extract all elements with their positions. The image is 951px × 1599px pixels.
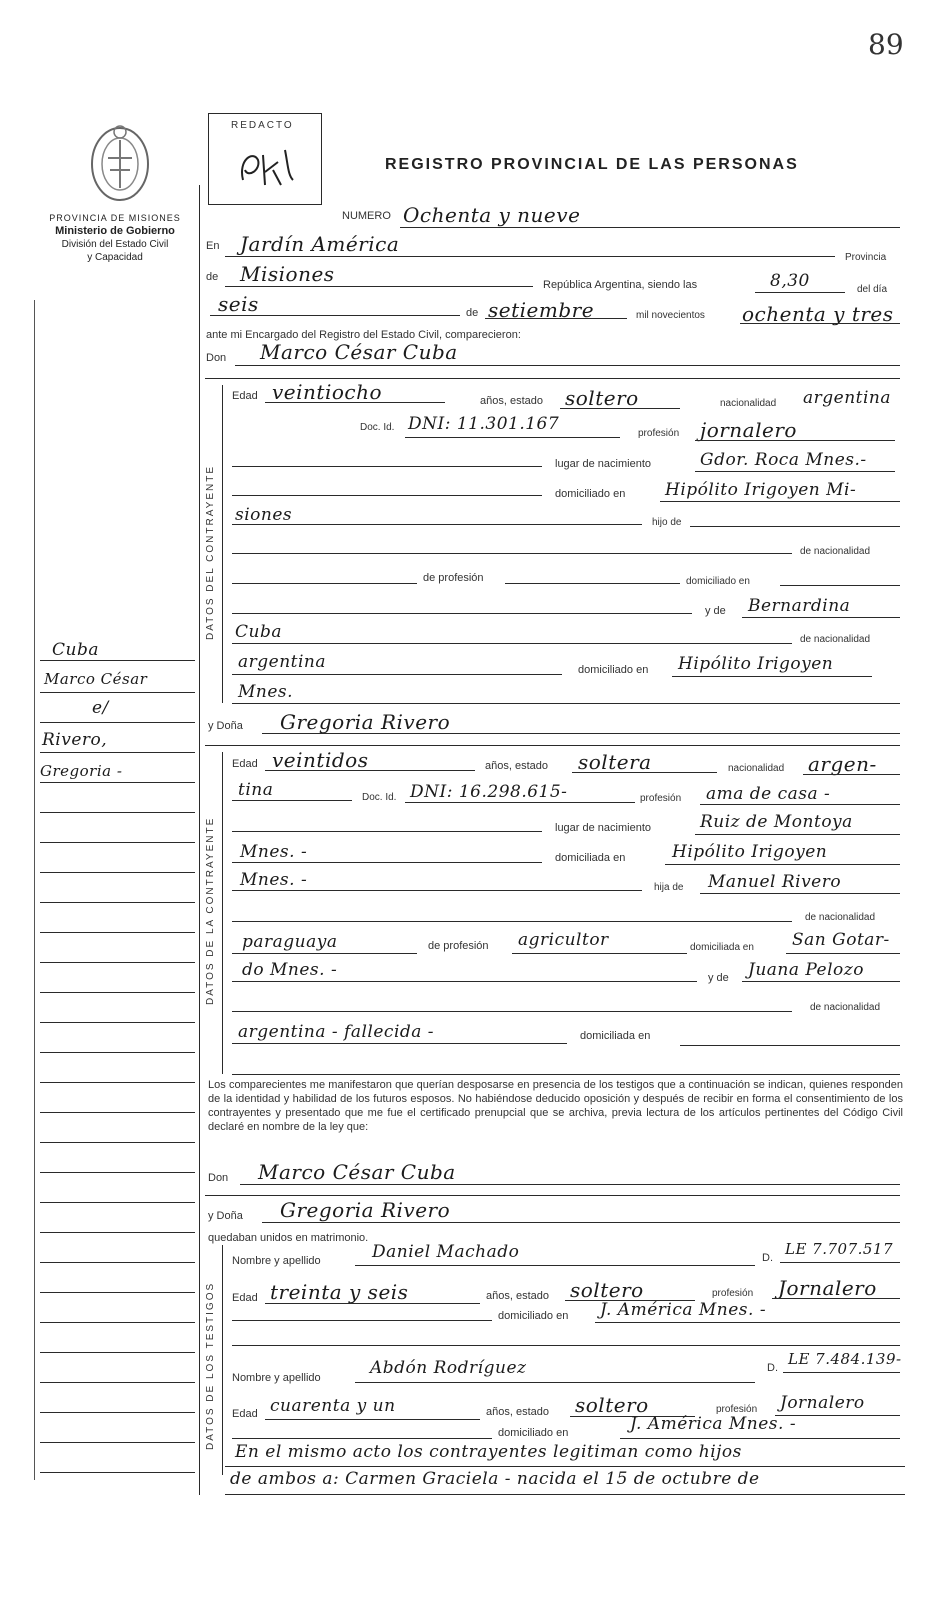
note-rule-2 [225, 1494, 905, 1495]
f-lugar2-rule [232, 862, 542, 863]
numero-label: NUMERO [342, 210, 391, 222]
provincial-emblem-icon [80, 118, 160, 206]
de-value: Misiones [240, 262, 335, 286]
del-dia-label: del día [857, 284, 888, 295]
t1-nombre-value: Daniel Machado [372, 1242, 520, 1262]
margin-rule [40, 932, 195, 933]
f-madre-value: Juana Pelozo [748, 960, 864, 980]
t2-dom-label: domiciliado en [498, 1427, 569, 1439]
t1-d-label: D. [762, 1252, 773, 1264]
c-madre-dom-value2: Mnes. [238, 682, 294, 702]
margin-rule [40, 992, 195, 993]
c-nac-label: nacionalidad [720, 398, 777, 409]
c-doc-rule [405, 437, 620, 438]
c-edad-label: Edad [232, 390, 258, 402]
margin-rule [40, 1172, 195, 1173]
de-label: de [206, 271, 219, 283]
declaration-text: Los comparecientes me manifestaron que querían desposarse en presencia de los testigos que a continuación se indican, quienes responden de la identidad y habilidad de los futuros esposos. No habiéndose deducido oposición y después de recibir en forma el consentimiento de los contrayentes y presentado que me fue el certificado prenupcial que se archiva, previa lectura de los artículos pertinentes del Código Civil declaré en nombre de la ley que: [208, 1079, 903, 1133]
c-dom-label: domiciliado en [555, 488, 626, 500]
t2-edad-value: cuarenta y un [270, 1396, 396, 1416]
page-title: REGISTRO PROVINCIAL DE LAS PERSONAS [385, 156, 799, 173]
t2-d-rule [783, 1372, 900, 1373]
t1-prof-value: Jornalero [778, 1276, 877, 1300]
t1-nombre-label: Nombre y apellido [232, 1255, 321, 1267]
f-madre-nac-value: argentina - fallecida - [238, 1022, 435, 1042]
c-madre-dom2-rule [232, 703, 900, 704]
f-nac-value: argen- [808, 752, 877, 776]
f-prof-value: ama de casa - [706, 784, 831, 804]
c-dom3-label: domiciliado en [578, 664, 649, 676]
c-dom-rule-left [232, 495, 542, 496]
t2-nombre-label: Nombre y apellido [232, 1372, 321, 1384]
margin-rule [40, 1112, 195, 1113]
numero-value: Ochenta y nueve [403, 203, 581, 227]
c-padre-rule [232, 553, 792, 554]
f-doc-rule [405, 802, 635, 803]
margin-border [199, 185, 200, 1495]
decl-don-value: Marco César Cuba [258, 1160, 456, 1184]
f-edad-label: Edad [232, 758, 258, 770]
contrayente-bracket [222, 385, 223, 703]
f-prof-rule [700, 804, 900, 805]
c-edad-rule [265, 402, 445, 403]
t1-edad-rule [265, 1303, 480, 1304]
margin-left-border [34, 300, 35, 1480]
f-lugar-rule [695, 834, 900, 835]
f-madre2-rule [232, 1011, 792, 1012]
testigos-section-label: DATOS DE LOS TESTIGOS [205, 1281, 216, 1450]
contrayente-section-label: DATOS DEL CONTRAYENTE [205, 465, 216, 640]
f-nac-value2: tina [238, 780, 274, 800]
don-label: Don [206, 352, 227, 364]
provincia-label: Provincia [845, 252, 887, 263]
t1-prof-label: profesión [712, 1288, 754, 1299]
c-madre-nac-rule [232, 674, 562, 675]
ministry-division: División del Estado Civil [61, 239, 169, 250]
don-rule [235, 365, 900, 366]
f-padre-rule [700, 893, 900, 894]
anio-rule [740, 323, 900, 324]
ministry-block [30, 212, 200, 264]
margin-rule [40, 1082, 195, 1083]
margin-note-given: Marco César [44, 670, 148, 688]
contrayenta-section-label: DATOS DE LA CONTRAYENTE [205, 816, 216, 1005]
redacto-stamp [208, 113, 322, 205]
f-dom-value2: Mnes. - [240, 870, 308, 890]
margin-rule [40, 842, 195, 843]
c-hijo-rule [690, 526, 900, 527]
republica-label: República Argentina, siendo las [543, 279, 698, 291]
c-estado-rule [560, 408, 680, 409]
t2-dom-rule [620, 1438, 900, 1439]
quedaban-label: quedaban unidos en matrimonio. [208, 1232, 369, 1244]
f-nac-label: nacionalidad [728, 763, 785, 774]
en-value: Jardín América [240, 232, 400, 256]
margin-note-given2: Gregoria - [40, 762, 123, 780]
anio-value: ochenta y tres [742, 302, 894, 326]
margin-rule [40, 1382, 195, 1383]
decl-don-label: Don [208, 1172, 229, 1184]
c-madre-value2: Cuba [235, 622, 282, 642]
margin-rule [40, 1262, 195, 1263]
f-de-nac-label: de nacionalidad [805, 912, 876, 923]
f-lugar-value2: Mnes. - [240, 842, 308, 862]
hora-rule [755, 292, 845, 293]
margin-rule [40, 1232, 195, 1233]
f-estado-rule [572, 772, 717, 773]
t2-anios-label: años, estado [486, 1406, 549, 1418]
margin-rule [40, 1412, 195, 1413]
c-dom2-label: domiciliado en [686, 576, 750, 587]
f-dom-rule [665, 864, 900, 865]
c-dom-rule [660, 501, 900, 502]
decl-don-rule-2 [205, 1195, 900, 1196]
margin-rule [40, 1472, 195, 1473]
c-de-nac-label: de nacionalidad [800, 546, 871, 557]
c-madre-value: Bernardina [748, 596, 851, 616]
c-madre2-rule [232, 643, 792, 644]
y-dona-label: y Doña [208, 720, 243, 732]
f-nac2-rule [232, 800, 352, 801]
margin-rule [40, 1442, 195, 1443]
stamp-label: REDACTO [231, 120, 294, 131]
de-rule [225, 286, 533, 287]
f-de-prof-label: de profesión [428, 940, 489, 952]
margin-rule [40, 1292, 195, 1293]
t1-anios-label: años, estado [486, 1290, 549, 1302]
c-padre-dom2-rule [232, 613, 692, 614]
c-lugar-label: lugar de nacimiento [555, 458, 652, 470]
margin-rule [40, 1052, 195, 1053]
numero-rule [400, 227, 900, 228]
t1-dom-value: J. América Mnes. - [600, 1300, 767, 1320]
t2-prof-value: Jornalero [780, 1393, 865, 1413]
mes-rule [485, 318, 627, 319]
f-lugar-value: Ruiz de Montoya [700, 812, 853, 832]
c-madre-dom-rule [672, 676, 872, 677]
t1-dom-rule [595, 1322, 900, 1323]
dona-rule-2 [205, 745, 900, 746]
dona-value: Gregoria Rivero [280, 710, 451, 734]
ante-label: ante mi Encargado del Registro del Estado Civil, comparecieron: [206, 329, 521, 341]
mil-label: mil novecientos [636, 310, 705, 321]
f-hija-label: hija de [654, 882, 684, 893]
mes-value: setiembre [488, 298, 595, 322]
margin-rule [40, 660, 195, 661]
c-lugar-value: Gdor. Roca Mnes.- [700, 450, 867, 470]
f-madre-dom2-rule [232, 1074, 900, 1075]
t1-edad-value: treinta y seis [270, 1280, 409, 1304]
f-lugar-rule-left [232, 831, 542, 832]
f-padre-dom2-rule [232, 981, 697, 982]
f-padre-dom-value: San Gotar- [792, 930, 890, 950]
c-padre-prof-rule [505, 583, 680, 584]
en-rule [225, 256, 835, 257]
t2-nombre-rule [355, 1382, 755, 1383]
margin-rule [40, 1322, 195, 1323]
f-doc-label: Doc. Id. [362, 792, 397, 803]
f-de-nac2-label: de nacionalidad [810, 1002, 881, 1013]
t1-d-value: LE 7.707.517 [785, 1240, 894, 1258]
f-padre-prof-rule [512, 953, 687, 954]
t2-estado-value: soltero [575, 1393, 649, 1417]
margin-rule [40, 782, 195, 783]
t2-prof-label: profesión [716, 1404, 758, 1415]
margin-rule [40, 752, 195, 753]
c-prof-label: profesión [638, 428, 680, 439]
c-madre-rule [742, 617, 900, 618]
f-madre-rule [742, 981, 900, 982]
c-hijo-label: hijo de [652, 517, 682, 528]
c-yde-label: y de [705, 605, 726, 617]
c-dom2-rule [232, 524, 642, 525]
dia-value: seis [218, 292, 259, 316]
t1-edad-label: Edad [232, 1292, 258, 1304]
c-lugar-rule [695, 471, 895, 472]
f-dom-value: Hipólito Irigoyen [672, 842, 828, 862]
c-doc-label: Doc. Id. [360, 422, 395, 433]
c-madre-nac-value: argentina [238, 652, 327, 672]
f-madre-dom-rule [680, 1045, 900, 1046]
f-padre-value: Manuel Rivero [708, 872, 842, 892]
c-prof-rule [695, 440, 895, 441]
ministry-name: Ministerio de Gobierno [55, 225, 175, 237]
ministry-province: PROVINCIA DE MISIONES [49, 213, 181, 223]
margin-rule [40, 962, 195, 963]
t1-dom2-rule [232, 1345, 900, 1346]
t2-edad-rule [265, 1419, 480, 1420]
t2-dom-rule-left [232, 1438, 492, 1439]
c-anios-label: años, estado [480, 395, 543, 407]
c-nac-value: argentina [803, 388, 892, 408]
f-padre-nac-rule [232, 953, 417, 954]
f-dom2-label: domiciliada en [690, 942, 754, 953]
f-edad-rule [265, 770, 475, 771]
margin-rule [40, 1142, 195, 1143]
note-rule-1 [225, 1466, 905, 1467]
c-lugar-rule-left [232, 466, 542, 467]
margin-note-surname2: Rivero, [42, 730, 108, 750]
t1-dom-label: domiciliado en [498, 1310, 569, 1322]
margin-rule [40, 812, 195, 813]
margin-rule [40, 722, 195, 723]
f-nac-rule [803, 774, 900, 775]
don-value: Marco César Cuba [260, 340, 458, 364]
t1-estado-value: soltero [570, 1278, 644, 1302]
t1-d-rule [780, 1262, 900, 1263]
f-dom-label: domiciliada en [555, 852, 626, 864]
margin-rule [40, 692, 195, 693]
t2-nombre-value: Abdón Rodríguez [370, 1358, 527, 1378]
decl-don-rule [240, 1184, 900, 1185]
margin-rule [40, 872, 195, 873]
margin-rule [40, 902, 195, 903]
margin-note-e: e/ [92, 698, 109, 718]
f-yde-label: y de [708, 972, 729, 984]
c-dom-value2: siones [235, 505, 293, 525]
f-edad-value: veintidos [272, 748, 369, 772]
c-de-prof-label: de profesión [423, 572, 484, 584]
contrayenta-bracket [222, 752, 223, 1074]
note-line-2: de ambos a: Carmen Graciela - nacida el 15 de octubre de [230, 1469, 760, 1489]
t1-prof-rule [772, 1298, 900, 1299]
c-doc-value: DNI: 11.301.167 [408, 414, 560, 434]
t2-edad-label: Edad [232, 1408, 258, 1420]
f-doc-value: DNI: 16.298.615- [410, 782, 568, 802]
c-madre-dom-value: Hipólito Irigoyen [678, 654, 834, 674]
margin-rule [40, 1022, 195, 1023]
de2-label: de [466, 307, 479, 319]
t2-dom-value: J. América Mnes. - [630, 1414, 797, 1434]
f-padre2-rule [232, 921, 792, 922]
margin-rule [40, 1202, 195, 1203]
f-dom2-rule [232, 890, 642, 891]
f-lugar-label: lugar de nacimiento [555, 822, 652, 834]
page-number: 89 [868, 28, 904, 61]
c-prof-value: jornalero [700, 418, 797, 442]
t2-d-label: D. [767, 1362, 778, 1374]
t1-nombre-rule [355, 1265, 755, 1266]
testigos-bracket [222, 1245, 223, 1475]
margin-rule [40, 1352, 195, 1353]
c-padre-dom-rule [780, 585, 900, 586]
f-dom3-label: domiciliada en [580, 1030, 651, 1042]
margin-note-surname: Cuba [52, 640, 99, 660]
initials-signature [233, 140, 303, 195]
t1-dom-rule-left [232, 1320, 492, 1321]
c-padre-nac-rule [232, 583, 417, 584]
ministry-capacity: y Capacidad [87, 252, 143, 263]
f-madre-nac-rule [232, 1043, 567, 1044]
f-anios-label: años, estado [485, 760, 548, 772]
f-padre-prof-value: agricultor [518, 930, 609, 950]
c-de-nac2-label: de nacionalidad [800, 634, 871, 645]
dia-rule [210, 315, 460, 316]
don-rule-2 [205, 378, 900, 379]
f-estado-value: soltera [578, 750, 652, 774]
note-line-1: En el mismo acto los contrayentes legitiman como hijos [235, 1442, 742, 1462]
c-estado-value: soltero [565, 386, 639, 410]
hora-value: 8,30 [770, 271, 810, 291]
decl-dona-rule [262, 1222, 900, 1223]
decl-dona-label: y Doña [208, 1210, 243, 1222]
decl-dona-value: Gregoria Rivero [280, 1198, 451, 1222]
f-prof-label: profesión [640, 793, 682, 804]
f-padre-dom-value2: do Mnes. - [242, 960, 338, 980]
en-label: En [206, 240, 220, 252]
dona-rule [262, 733, 900, 734]
t2-d-value: LE 7.484.139- [788, 1350, 902, 1368]
c-dom-value: Hipólito Irigoyen Mi- [665, 480, 857, 500]
f-padre-dom-rule [786, 953, 900, 954]
f-padre-nac-value: paraguaya [242, 932, 338, 952]
c-edad-value: veintiocho [272, 380, 383, 404]
